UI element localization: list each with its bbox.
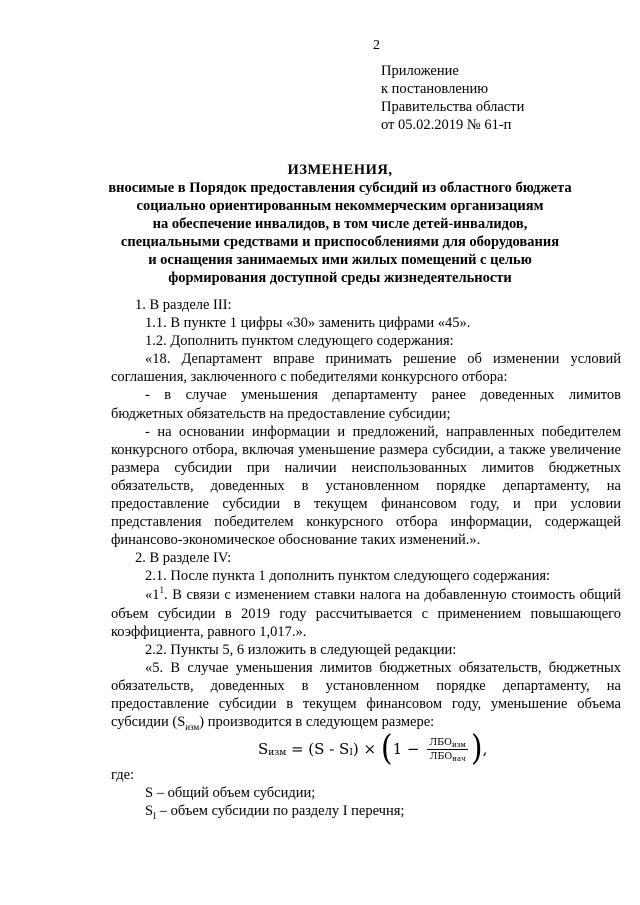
paragraph-text: «1 (145, 586, 160, 603)
formula-symbol: S (258, 740, 269, 758)
definition-symbol: S (145, 803, 154, 820)
paragraph: 1. В разделе III: (135, 297, 232, 313)
page-number: 2 (373, 38, 380, 53)
paragraph (111, 586, 621, 641)
definition: S – общий объем субсидии; (145, 785, 316, 802)
formula-text: 1 − (392, 740, 425, 758)
heading-title: ИЗМЕНЕНИЯ, (287, 162, 393, 178)
reduction-formula (258, 729, 487, 769)
paragraph: «18. Департамент вправе принимать решение об изменении условий соглашения, заключенного с победителями конкурсного отбора: (111, 351, 621, 386)
appendix-line: Правительства области (381, 99, 525, 115)
heading-line: на обеспечение инвалидов, в том числе детей-инвалидов, (152, 216, 528, 232)
appendix-line: Приложение (381, 63, 459, 79)
numerator-text: ЛБО (429, 736, 452, 748)
paragraph: 2. В разделе IV: (135, 550, 232, 567)
paragraph-text: ) производится в следующем размере: (199, 714, 435, 731)
formula-text: = (S - S (286, 740, 350, 758)
paragraph: - в случае уменьшения департаменту ранее доведенных лимитов бюджетных обязательств на предоставление субсидии; (111, 387, 621, 422)
superscript: 1 (159, 584, 164, 595)
paragraph: 2.2. Пункты 5, 6 изложить в следующей редакции: (145, 641, 457, 658)
close-paren: ) (470, 728, 483, 769)
heading-line: специальными средствами и приспособлениями для оборудования (120, 234, 560, 250)
definition-subscript: I (153, 811, 157, 822)
denominator-text: ЛБО (429, 750, 453, 762)
formula-fraction (427, 737, 468, 762)
where-label: где: (111, 767, 135, 783)
definition-text: – объем субсидии по разделу I перечня; (156, 803, 405, 820)
paragraph (111, 659, 621, 732)
fraction-numerator (427, 737, 468, 750)
paragraph: 2.1. После пункта 1 дополнить пунктом следующего содержания: (145, 568, 551, 585)
paragraph: 1.2. Дополнить пунктом следующего содержания: (145, 333, 454, 350)
fraction-denominator (427, 750, 467, 762)
paragraph-text: . В связи с изменением ставки налога на добавленную стоимость общий объем субсидии в 2019 году рассчитывается с применением повышающего коэффициента, равного 1,017.». (111, 586, 621, 640)
formula-subscript: I (349, 748, 353, 758)
heading-line: социально ориентированным некоммерческим организациям (136, 198, 544, 214)
paragraph: - на основании информации и предложений, направленных победителем конкурсного отбора, включая уменьшение размера субсидии, а также увеличение размера субсидии при наличии неиспользованных лимитов бюджетных обязательств, доведенных в установленном порядке департаменту, на предоставление субсидии в текущем финансовом году, и при условии представления победителем конкурсного отбора информации, содержащей финансово-экономическое обоснование таких изменений.». (111, 423, 621, 549)
definitions (111, 766, 621, 821)
appendix-line: от 05.02.2019 № 61-п (381, 117, 512, 133)
formula-subscript: изм (268, 748, 287, 758)
definition (111, 802, 621, 821)
heading-line: и оснащения занимаемых ими жилых помещений с целью (148, 252, 532, 268)
appendix-block (381, 62, 524, 134)
open-paren: ( (380, 728, 393, 769)
denominator-subscript: нач (452, 754, 466, 763)
paragraph-text: «5. В случае уменьшения лимитов бюджетных обязательств, бюджетных обязательств, доведенных в установленном порядке департаменту, на предоставление субсидии в текущем финансовом году, уменьшение объема субсидии (S (111, 659, 621, 731)
heading-line: формирования доступной среды жизнедеятельности (168, 270, 512, 286)
heading-line: вносимые в Порядок предоставления субсидий из областного бюджета (108, 180, 572, 196)
appendix-line: к постановлению (381, 81, 489, 97)
paragraph: 1.1. В пункте 1 цифры «30» заменить цифрами «45». (145, 315, 471, 332)
document-heading (80, 161, 600, 287)
document-body (111, 296, 621, 732)
formula-text: ) × (352, 740, 381, 758)
formula-text: , (482, 740, 488, 758)
numerator-subscript: изм (451, 740, 466, 749)
subscript: изм (185, 722, 200, 733)
